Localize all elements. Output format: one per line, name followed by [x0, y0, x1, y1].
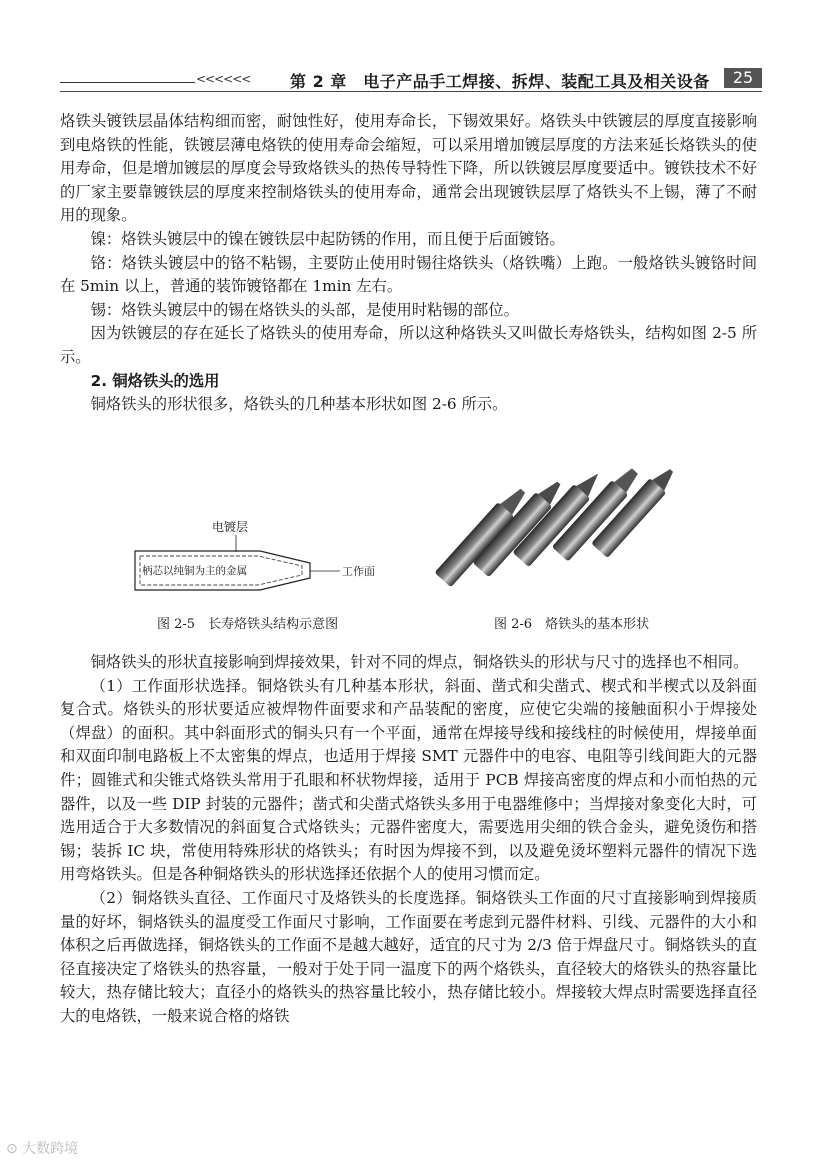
figure-caption-2-5: 图 2-5 长寿烙铁头结构示意图 [157, 617, 339, 632]
tip-shapes [434, 463, 679, 587]
paragraph: （2）铜烙铁头直径、工作面尺寸及烙铁头的长度选择。铜烙铁头工作面的尺寸直接影响到焊接质量的好坏，铜烙铁头的温度受工作面尺寸影响，工作面要在考虑到元器件材料、引线、元器件的大小和体积之后再做选择，铜烙铁头的工作面不是越大越好，适宜的尺寸为 2/3 倍于焊盘尺寸。铜烙铁头的直径直接决定了烙铁头的热容量，一般对于处于同一温度下的两个烙铁头，直径较大的烙铁头的热容量比较大，热存储比较大；直径小的烙铁头的热容量比较小，热存储比较小。焊接较大焊点时需要选择直径大的电烙铁，一般来说合格的烙铁 [60, 888, 757, 1025]
paragraph: 铜烙铁头的形状很多，烙铁头的几种基本形状如图 2-6 所示。 [90, 395, 508, 414]
soldering-tips-photo [478, 470, 728, 595]
watermark: ⊙ 大数跨境 [6, 1141, 79, 1157]
label-core: 柄芯以纯铜为主的金属 [142, 565, 247, 577]
running-header [60, 68, 762, 90]
section-heading: 2. 铜烙铁头的选用 [90, 371, 220, 390]
paragraph: 烙铁头镀铁层晶体结构细而密，耐蚀性好，使用寿命长，下锡效果好。烙铁头中铁镀层的厚度直接影响到电烙铁的性能，铁镀层薄电烙铁的使用寿命会缩短，可以采用增加镀层厚度的方法来延长烙铁头的使用寿命，但是增加镀层的厚度会导致烙铁头的热传导特性下降，所以铁镀层厚度要适中。镀铁技术不好的厂家主要靠镀铁层的厚度来控制烙铁头的使用寿命，通常会出现镀铁层厚了烙铁头不上锡，薄了不耐用的现象。 [60, 112, 757, 225]
paragraph: 镍：烙铁头镀层中的镍在镀铁层中起防锈的作用，而且便于后面镀铬。 [90, 229, 565, 248]
soldering-tip-structure-diagram [130, 515, 375, 600]
paragraph: （1）工作面形状选择。铜烙铁头有几种基本形状，斜面、凿式和尖凿式、楔式和半楔式以及斜面复合式。烙铁头的形状要适应被焊物件面要求和产品装配的密度，应使它尖端的接触面积小于焊接处（焊盘）的面积。其中斜面形式的铜头只有一个平面，通常在焊接导线和接线柱的时候使用，焊接单面和双面印制电路板上不太密集的焊点，也适用于焊接 SMT 元器件中的电容、电阻等引线间距大的元器件；圆锥式和尖锥式烙铁头常用于孔眼和杯状物焊接，适用于 PCB 焊接高密度的焊点和小而怕热的元器件，以及一些 DIP 封装的元器件；凿式和尖凿式烙铁头多用于电器维修中；当焊接对象变化大时，可选用适合于大多数情况的斜面复合式烙铁头；元器件密度大，需要选用尖细的铁合金头，避免烫伤和搭锡；装拆 IC 块，常使用特殊形状的烙铁头；有时因为焊接不到，以及避免烫坏塑料元器件的情况下选用弯烙铁头。但是各种铜烙铁头的形状选择还依据个人的使用习惯而定。 [60, 676, 757, 884]
header-arrows: <<<<<< [196, 72, 251, 86]
label-plating: 电镀层 [212, 520, 249, 534]
text-block-bottom [60, 651, 757, 1029]
text-block-top [60, 110, 757, 417]
paragraph: 铬：烙铁头镀层中的铬不粘锡，主要防止使用时锡往烙铁头（烙铁嘴）上跑。一般烙铁头镀铬时间在 5min 以上，普通的装饰镀铬都在 1min 左右。 [60, 253, 757, 296]
label-face: 工作面 [342, 565, 375, 578]
figure-caption-2-6: 图 2-6 烙铁头的基本形状 [494, 617, 650, 632]
header-divider [60, 91, 762, 92]
chapter-title: 第 2 章 电子产品手工焊接、拆焊、装配工具及相关设备 [290, 72, 710, 91]
paragraph: 铜烙铁头的形状直接影响到焊接效果，针对不同的焊点，铜烙铁头的形状与尺寸的选择也不相同。 [90, 653, 749, 671]
paragraph: 因为铁镀层的存在延长了烙铁头的使用寿命，所以这种烙铁头又叫做长寿烙铁头，结构如图 2-5 所示。 [60, 324, 757, 366]
header-rule [60, 82, 195, 83]
paragraph: 锡：烙铁头镀层中的锡在烙铁头的头部，是使用时粘锡的部位。 [90, 300, 519, 319]
page-number: 25 [724, 68, 762, 88]
